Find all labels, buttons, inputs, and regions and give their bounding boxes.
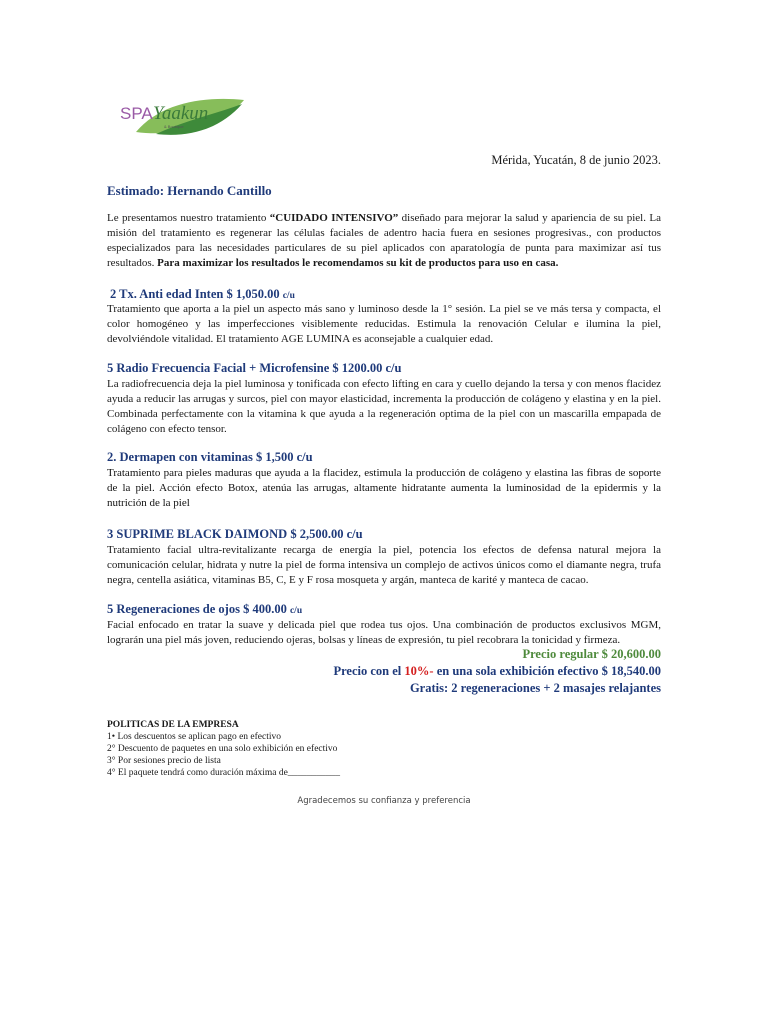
greeting: Estimado: Hernando Cantillo: [107, 183, 272, 198]
thanks-note: Agradecemos su confianza y preferencia: [297, 796, 471, 806]
treatment-title-2: 5 Radio Frecuencia Facial + Microfensine $ 1200.00 c/u: [107, 361, 402, 375]
spa-yaakun-logo: [106, 92, 248, 140]
treatment-title-3: 2. Dermapen con vitaminas $ 1,500 c/u: [107, 450, 313, 464]
svg-text:Yaakun: Yaakun: [153, 103, 209, 124]
treatment-unit: c/u: [289, 606, 303, 616]
letter-date: Mérida, Yucatán, 8 de junio 2023.: [491, 153, 661, 167]
treatment-description-3: Tratamiento para pieles maduras que ayuda a la flacidez, estimula la producción de colágeno y elastina las fibras de soporte de la piel. Acción efecto Botox, atenúa las arrugas, altamente hidratante aumenta la luminosidad de la epidermis y la nutrición de la piel: [107, 467, 661, 509]
logo-leaf-icon: [106, 92, 248, 140]
treatment-title-4: 3 SUPRIME BLACK DAIMOND $ 2,500.00 c/u: [107, 527, 363, 541]
svg-text:& Boutique: & Boutique: [164, 124, 184, 129]
policy-item: 2° Descuento de paquetes en una solo exhibición en efectivo: [107, 744, 338, 754]
intro-text-1: Le presentamos nuestro tratamiento: [107, 212, 270, 224]
discount-percent: 10%-: [404, 664, 434, 678]
policy-item: 1• Los descuentos se aplican pago en efectivo: [107, 732, 282, 742]
policies-title: POLITICAS DE LA EMPRESA: [107, 720, 239, 730]
discount-post: en una sola exhibición efectivo $ 18,540.00: [433, 664, 661, 678]
treatment-title-1: [110, 287, 295, 302]
intro-paragraph: [107, 211, 661, 271]
treatment-description-1: Tratamiento que aporta a la piel un aspecto más sano y luminoso desde la 1° sesión. La piel se ve más tersa y compacta, el color homogéneo y las imperfecciones visiblemente reducidas. Estimula la renovación Celular e ilumina la piel, devolviéndole vitalidad. El tratamiento AGE LUMINA es aconsejable a cualquier edad.: [107, 303, 661, 345]
company-policies: [107, 719, 340, 779]
policy-item: 4° El paquete tendrá como duración máxima de___________: [107, 768, 341, 778]
treatment-description-5: Facial enfocado en tratar la suave y delicada piel que rodea tus ojos. Una combinación de productos exclusivos MGM, lograrán una piel más joven, reduciendo ojeras, bolsas y líneas de expresión, tu piel recobrara la tonicidad y firmeza.: [107, 619, 661, 646]
treatment-title-text: 2 Tx. Anti edad Inten $ 1,050.00: [110, 287, 283, 301]
discount-price: [333, 664, 661, 679]
gratis-offer: Gratis: 2 regeneraciones + 2 masajes relajantes: [409, 681, 661, 695]
intro-bold-2: Para maximizar los resultados le recomendamos su kit de productos para uso en casa.: [157, 257, 559, 269]
treatment-title-5: [107, 602, 302, 617]
treatment-description-4: Tratamiento facial ultra-revitalizante recarga de energía la piel, potencia los efectos de defensa natural mejora la comunicación celular, hidrata y nutre la piel de forma intensiva un complejo de activos únicos como el diamante negra, trufa negra, centella asiática, vitaminas B5, C, E y F rosa mosqueta y argán, manteca de karité y manteca de cacao.: [107, 544, 661, 586]
treatment-description-2: La radiofrecuencia deja la piel luminosa y tonificada con efecto lifting en cara y cuello dejando la tersa y con menos flacidez ayuda a reducir las arrugas y surcos, piel con mayor elasticidad, incrementa la producción de colágeno y elastina y en la piel. Combinada perfectamente con la vitamina k que ayuda a la regeneración optima de la piel con un mascarilla empapada de colágeno con efecto tensor.: [107, 378, 661, 435]
regular-price: Precio regular $ 20,600.00: [522, 647, 661, 661]
intro-bold-1: “CUIDADO INTENSIVO”: [269, 212, 399, 224]
treatment-unit: c/u: [282, 291, 295, 301]
discount-pre: Precio con el: [333, 664, 405, 678]
treatment-title-text: 5 Regeneraciones de ojos $ 400.00: [107, 602, 290, 616]
intro-text-2: diseñado para mejorar la salud y apariencia de su piel. La misión del tratamiento es regenerar las células faciales de adentro hacia fuera en sesiones progresivas., con productos especializados para las necesidades particulares de su piel aplicados con aparatología de punta para maximizar así tus resultados.: [107, 212, 661, 269]
policy-item: 3° Por sesiones precio de lista: [107, 756, 221, 766]
svg-text:SPA: SPA: [120, 104, 153, 123]
